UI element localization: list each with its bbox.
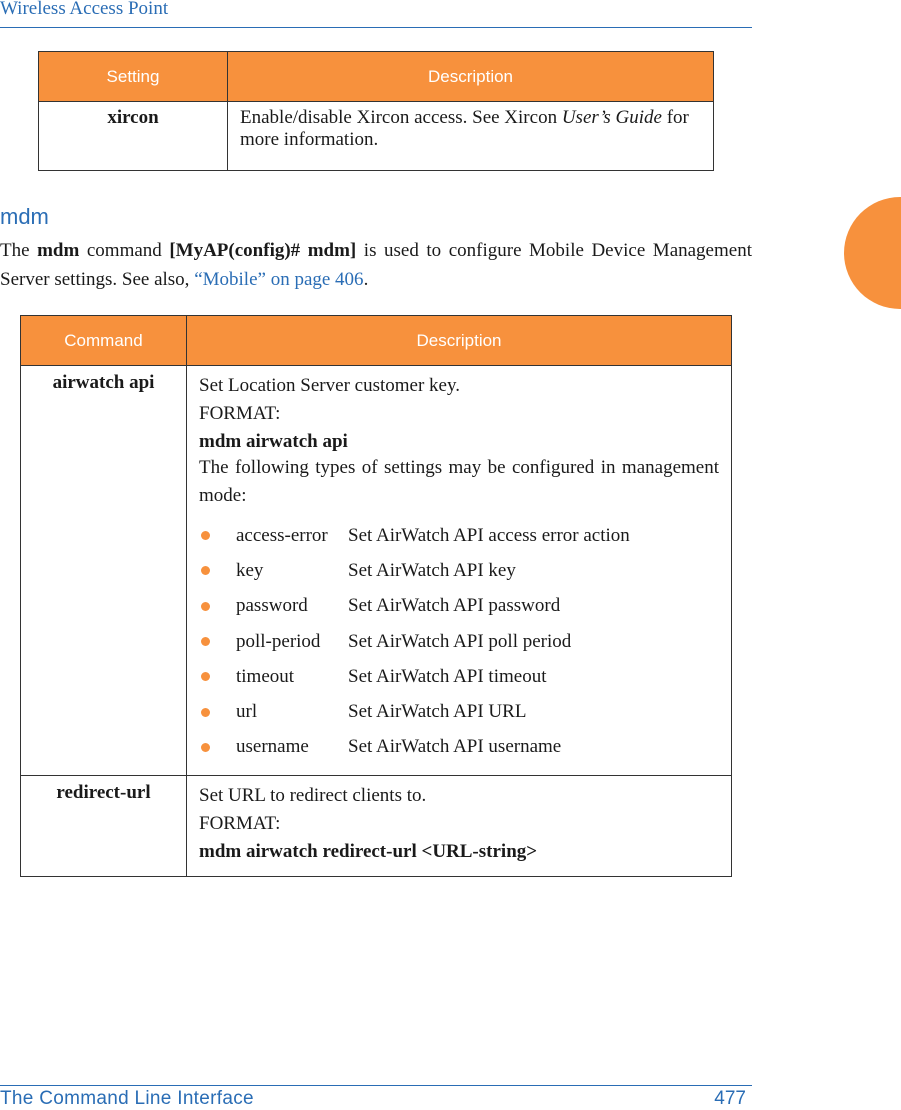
- list-item: password Set AirWatch API password: [199, 589, 719, 624]
- column-header-description: Description: [187, 316, 732, 366]
- command-table: [20, 315, 732, 877]
- table-header-row: [39, 52, 714, 102]
- options-list: [199, 518, 719, 765]
- column-header-setting: Setting: [39, 52, 228, 102]
- bullet-icon: [201, 531, 210, 540]
- setting-name: xircon: [39, 102, 228, 171]
- command-description: [187, 366, 732, 776]
- footer-rule: [0, 1085, 752, 1086]
- command-note: The following types of settings may be configured in management mode:: [199, 457, 719, 506]
- format-syntax: mdm airwatch redirect-url <URL-string>: [199, 841, 538, 863]
- list-item: username Set AirWatch API username: [199, 730, 719, 765]
- chapter-tab-marker: [844, 197, 901, 309]
- guide-title: User’s Guide: [561, 107, 662, 128]
- bullet-icon: [201, 602, 210, 611]
- table-row: [21, 366, 732, 776]
- setting-description: Enable/disable Xircon access. See Xircon User’s Guide for more information.: [228, 102, 714, 171]
- list-item: url Set AirWatch API URL: [199, 694, 719, 729]
- settings-table: [38, 51, 714, 171]
- table-row: [21, 776, 732, 877]
- section-intro: The mdm command [MyAP(config)# mdm] is used to configure Mobile Device Management Server settings. See also, “Mobile” on page 406.: [0, 240, 752, 290]
- column-header-command: Command: [21, 316, 187, 366]
- bullet-icon: [201, 637, 210, 646]
- bullet-icon: [201, 708, 210, 717]
- table-header-row: [21, 316, 732, 366]
- bullet-icon: [201, 566, 210, 575]
- table-row: [39, 102, 714, 171]
- command-summary: Set URL to redirect clients to.: [199, 785, 427, 807]
- column-header-description: Description: [228, 52, 714, 102]
- page-number: 477: [714, 1088, 746, 1109]
- bullet-icon: [201, 743, 210, 752]
- section-title: mdm: [0, 204, 49, 229]
- list-item: access-error Set AirWatch API access error action: [199, 518, 719, 553]
- command-name: redirect-url: [21, 776, 187, 877]
- format-syntax: mdm airwatch api: [199, 431, 348, 452]
- format-label: FORMAT:: [199, 813, 281, 835]
- command-name: airwatch api: [21, 366, 187, 776]
- format-label: FORMAT:: [199, 403, 281, 424]
- list-item: poll-period Set AirWatch API poll period: [199, 624, 719, 659]
- command-summary: Set Location Server customer key.: [199, 375, 460, 396]
- list-item: key Set AirWatch API key: [199, 553, 719, 588]
- running-header: Wireless Access Point: [0, 0, 169, 19]
- header-rule: [0, 27, 752, 28]
- cross-reference-link[interactable]: “Mobile” on page 406: [194, 269, 364, 290]
- list-item: timeout Set AirWatch API timeout: [199, 659, 719, 694]
- bullet-icon: [201, 672, 210, 681]
- footer-chapter-title: The Command Line Interface: [0, 1088, 254, 1109]
- command-description: [187, 776, 732, 877]
